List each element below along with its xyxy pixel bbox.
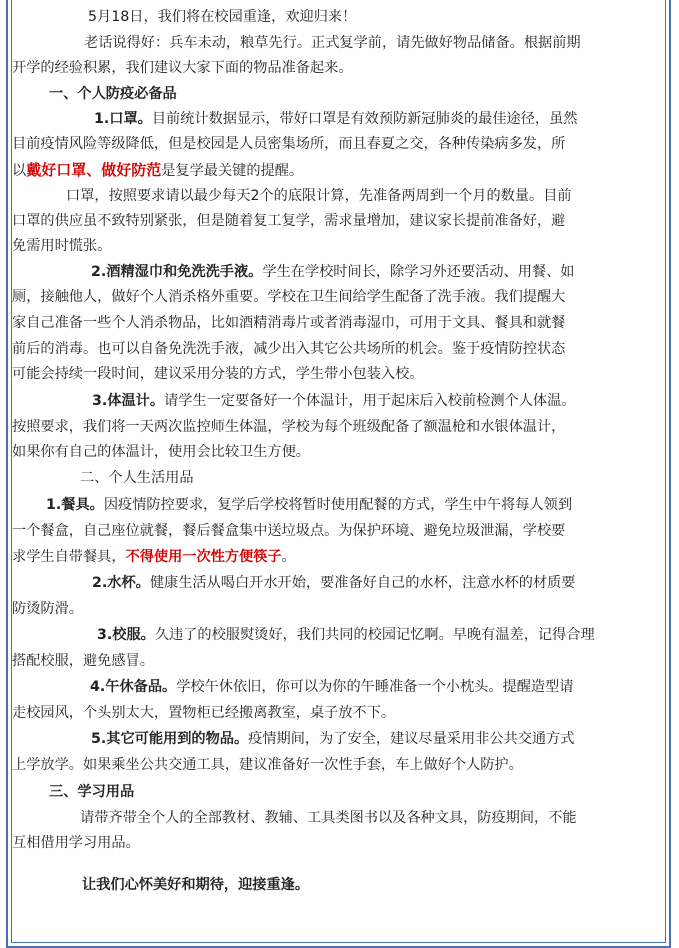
nap-item-text: 学校午休依旧，你可以为你的午睡准备一个小枕头。提醒造型请 — [176, 679, 574, 695]
mask-item-text: 目前统计数据显示，带好口罩是有效预防新冠肺炎的最佳途径，虽然 — [151, 111, 578, 127]
mask-item-line-1 — [94, 107, 577, 131]
tableware-item-prefix: 求学生自带餐具， — [12, 549, 126, 565]
intro-line-1: 老话说得好：兵车未动，粮草先行。正式复学前，请先做好物品储备。根据前期 — [84, 35, 581, 51]
cup-item-line-2: 防烫防滑。 — [12, 601, 83, 617]
tableware-item-line-2: 一个餐盒，自己座位就餐，餐后餐盒集中送垃圾点。为保护环境、避免垃圾泄漏，学校要 — [12, 523, 566, 539]
thermometer-item-label: 3.体温计。 — [92, 393, 165, 409]
mask-item-line-3 — [12, 158, 303, 182]
nap-item-line-1 — [90, 675, 573, 699]
mask-item-label: 1.口罩。 — [94, 111, 152, 127]
tableware-item-text: 因疫情防控要求，复学后学校将暂时使用配餐的方式，学生中午将每人领到 — [103, 497, 573, 513]
closing-line: 让我们心怀美好和期待，迎接重逢。 — [82, 877, 310, 893]
uniform-item-text: 久违了的校服熨烫好，我们共同的校园记忆啊。早晚有温差，记得合理 — [154, 627, 595, 643]
sanitizer-item-line-3: 家自己准备一些个人消杀物品，比如酒精消毒片或者消毒湿巾，可用于文具、餐具和就餐 — [12, 315, 566, 331]
mask-para-line-3: 免需用时慌张。 — [12, 238, 112, 254]
other-item-line-1 — [91, 727, 574, 751]
uniform-item-label: 3.校服。 — [97, 627, 155, 643]
mask-item-prefix: 以 — [12, 163, 27, 179]
thermometer-item-line-3: 如果你有自己的体温计，使用会比较卫生方便。 — [12, 444, 310, 460]
cup-item-line-1 — [92, 571, 575, 595]
study-line-1: 请带齐带全个人的全部教材、教辅、工具类图书以及各种文具，防疫期间，不能 — [80, 810, 577, 826]
uniform-item-line-1 — [97, 623, 595, 647]
tableware-item-line-3 — [12, 545, 296, 569]
other-item-line-2: 上学放学。如果乘坐公共交通工具，建议准备好一次性手套，车上做好个人防护。 — [12, 757, 523, 773]
nap-item-label: 4.午休备品。 — [90, 679, 177, 695]
intro-line-2: 开学的经验积累，我们建议大家下面的物品准备起来。 — [12, 60, 353, 76]
study-line-2: 互相借用学习用品。 — [12, 835, 140, 851]
mask-para-line-1: 口罩，按照要求请以最少每天2个的底限计算，先准备两周到一个月的数量。目前 — [66, 188, 572, 204]
section-3-title: 三、学习用品 — [49, 784, 135, 800]
sanitizer-item-label: 2.酒精湿巾和免洗洗手液。 — [91, 264, 263, 280]
cup-item-text: 健康生活从喝白开水开始，要准备好自己的水杯，注意水杯的材质要 — [149, 575, 576, 591]
sanitizer-item-line-1 — [91, 260, 574, 284]
mask-emphasis: 戴好口罩、做好防范 — [26, 161, 162, 179]
other-item-label: 5.其它可能用到的物品。 — [91, 731, 249, 747]
sanitizer-item-line-4: 前后的消毒。也可以自备免洗洗手液，减少出入其它公共场所的机会。鉴于疫情防控状态 — [12, 341, 566, 357]
sanitizer-item-text: 学生在学校时间长，除学习外还要活动、用餐、如 — [262, 264, 575, 280]
chopsticks-emphasis: 不得使用一次性方便筷子 — [125, 549, 282, 565]
other-item-text: 疫情期间，为了安全，建议尽量采用非公共交通方式 — [248, 731, 575, 747]
nap-item-line-2: 走校园风，个头别太大，置物柜已经搬离教室，桌子放不下。 — [12, 705, 396, 721]
thermometer-item-line-2: 按照要求，我们将一天两次监控师生体温，学校为每个班级配备了额温枪和水银体温计， — [12, 419, 566, 435]
thermometer-item-line-1 — [92, 389, 575, 413]
greeting: 5月18日，我们将在校园重逢，欢迎归来！ — [88, 9, 357, 25]
sanitizer-item-line-2: 厕，接触他人，做好个人消杀格外重要。学校在卫生间给学生配备了洗手液。我们提醒大 — [12, 289, 566, 305]
sanitizer-item-line-5: 可能会持续一段时间，建议采用分装的方式，学生带小包装入校。 — [12, 366, 424, 382]
mask-item-suffix: 是复学最关键的提醒。 — [161, 163, 304, 179]
section-2-title: 二、个人生活用品 — [80, 470, 194, 486]
tableware-item-label: 1.餐具。 — [46, 497, 104, 513]
thermometer-item-text: 请学生一定要备好一个体温计，用于起床后入校前检测个人体温。 — [164, 393, 576, 409]
uniform-item-line-2: 搭配校服，避免感冒。 — [12, 653, 154, 669]
cup-item-label: 2.水杯。 — [92, 575, 150, 591]
mask-item-line-2: 目前疫情风险等级降低，但是校园是人员密集场所，而且春夏之交，各种传染病多发，所 — [12, 136, 566, 152]
tableware-item-line-1 — [46, 493, 572, 517]
mask-para-line-2: 口罩的供应虽不致特别紧张，但是随着复工复学，需求量增加，建议家长提前准备好，避 — [12, 213, 566, 229]
tableware-item-suffix: 。 — [281, 549, 296, 565]
section-1-title: 一、个人防疫必备品 — [49, 86, 177, 102]
